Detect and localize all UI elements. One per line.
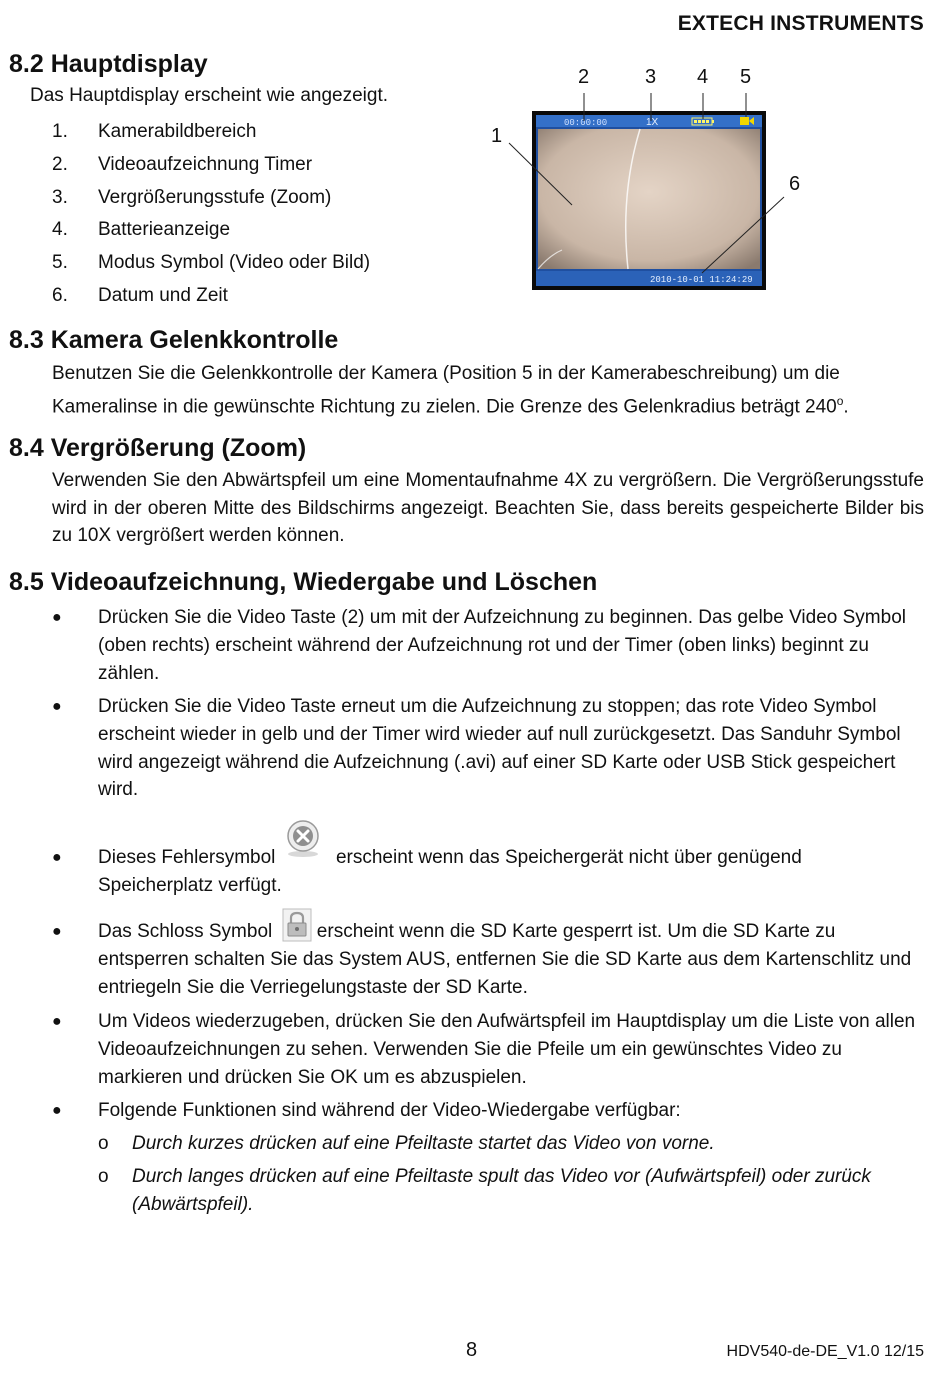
section-title-8-2: 8.2 Hauptdisplay: [9, 50, 208, 78]
callout-4: 4: [697, 66, 709, 88]
callout-5: 5: [740, 66, 752, 88]
section-title-8-5: 8.5 Videoaufzeichnung, Wiedergabe und Löschen: [9, 568, 598, 596]
callout-6: 6: [789, 173, 801, 195]
callout-3: 3: [645, 66, 657, 88]
bullet-dot: ●: [52, 1102, 62, 1119]
list-item: 3. Vergrößerungsstufe (Zoom): [52, 186, 332, 208]
section-8-3-body: Benutzen Sie die Gelenkkontrolle der Kamera (Position 5 in der Kamerabeschreibung) um die Kameralinse in die gewünschte Richtung zu zielen. Die Grenze des Gelenkradius beträgt 240$^o$.: [52, 363, 849, 417]
lock-icon: [282, 908, 312, 942]
list-item: 4. Batterieanzeige: [52, 219, 231, 241]
error-icon: [285, 818, 325, 860]
sub-list-item: o Durch langes drücken auf eine Pfeiltaste spult das Video vor (Aufwärtspfeil) oder zurück (Abwärtspfeil).: [98, 1163, 918, 1219]
section-title-8-4: 8.4 Vergrößerung (Zoom): [9, 434, 307, 462]
bullet-item: ● Um Videos wiederzugeben, drücken Sie den Aufwärtspfeil im Hauptdisplay um die Liste von allen Videoaufzeichnungen zu sehen. Verwenden Sie die Pfeile um ein gewünschtes Video zu markieren und drücken Sie OK um es abzuspielen.: [52, 1008, 924, 1091]
camera-image-area: [538, 129, 760, 269]
display-parts-list: [30, 116, 370, 313]
sub-bullet-marker: o: [98, 1166, 109, 1187]
list-item: 1. Kamerabildbereich: [52, 121, 257, 142]
list-item: 2. Videoaufzeichnung Timer: [52, 153, 313, 175]
list-item: 5. Modus Symbol (Video oder Bild): [52, 252, 371, 274]
main-display-figure: [480, 55, 820, 300]
bullet-item: ● Folgende Funktionen sind während der Video-Wiedergabe verfügbar:: [52, 1097, 924, 1125]
page-number: 8: [466, 1339, 478, 1361]
callout-1: 1: [491, 125, 503, 147]
screen-datetime: 2010-10-01 11:24:29: [650, 275, 753, 285]
sub-bullet-marker: o: [98, 1133, 109, 1154]
section-8-2-intro: Das Hauptdisplay erscheint wie angezeigt.: [30, 85, 389, 106]
list-item: 6. Datum und Zeit: [52, 284, 228, 306]
bullet-dot: ●: [52, 849, 62, 866]
screen-timer: 00:00:00: [564, 118, 608, 128]
document-id: HDV540-de-DE_V1.0 12/15: [726, 1343, 924, 1360]
camera-screen-illustration: [480, 55, 820, 300]
brand-header: EXTECH INSTRUMENTS: [677, 12, 924, 35]
section-title-8-3: 8.3 Kamera Gelenkkontrolle: [9, 326, 339, 354]
bullet-dot: ●: [52, 923, 62, 940]
bullet-dot: ●: [52, 698, 62, 715]
bullet-item: ● Drücken Sie die Video Taste erneut um die Aufzeichnung zu stoppen; das rote Video Symbol erscheint wieder in gelb und der Timer wird wieder auf null zurückgesetzt. Das Sanduhr Symbol wird angezeigt während die Aufzeichnung (.avi) auf einer SD Karte oder USB Stick gespeichert wird.: [52, 693, 924, 804]
bullet-item: ● Dieses Fehlersymbol erscheint wenn das Speichergerät nicht über genügend Speicherplatz verfügt.: [52, 844, 924, 900]
bullet-item: ● Das Schloss Symbol erscheint wenn die SD Karte gesperrt ist. Um die SD Karte zu entsperren schalten Sie das System AUS, entfernen Sie die SD Karte aus dem Kartenschlitz und entriegeln Sie die Verriegelungstaste der SD Karte.: [52, 918, 924, 1001]
section-8-4-body: Verwenden Sie den Abwärtspfeil um eine Momentaufnahme 4X zu vergrößern. Die Vergrößerungsstufe wird in der oberen Mitte des Bildschirms angezeigt. Beachten Sie, dass bereits gespeicherte Bilder bis zu 10X vergrößert werden können.: [52, 470, 924, 546]
bullet-dot: ●: [52, 1013, 62, 1030]
bullet-dot: ●: [52, 609, 62, 626]
bullet-item: ● Drücken Sie die Video Taste (2) um mit der Aufzeichnung zu beginnen. Das gelbe Video Symbol (oben rechts) erscheint während der Aufzeichnung rot und der Timer (oben links) beginnt zu zählen.: [52, 604, 924, 687]
callout-2: 2: [578, 66, 590, 88]
degree-mark: o: [836, 393, 844, 408]
screen-zoom: 1X: [646, 117, 659, 128]
sub-list-item: o Durch kurzes drücken auf eine Pfeiltaste startet das Video von vorne.: [98, 1130, 918, 1158]
